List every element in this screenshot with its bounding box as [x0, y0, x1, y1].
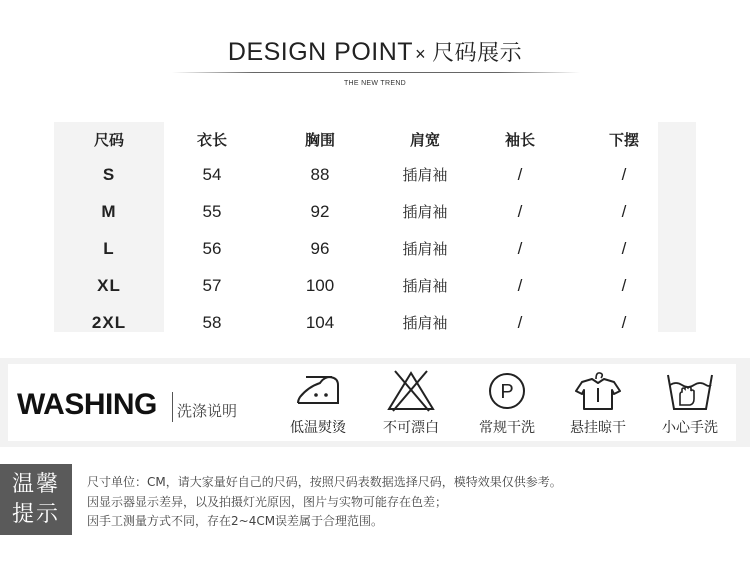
sleeve-cell: / [517, 312, 523, 332]
length-cell: 57 [202, 275, 222, 295]
hem-cell: / [621, 312, 627, 332]
column-header: 下摆 [608, 130, 639, 149]
care-label: 低温熨烫 [290, 420, 346, 436]
hem-cell: / [621, 238, 627, 258]
care-label: 小心手洗 [662, 420, 718, 436]
care-item-bleach [371, 369, 451, 437]
dry-clean-p-icon [479, 369, 535, 413]
sleeve-cell: / [517, 201, 523, 221]
column-header: 袖长 [504, 130, 535, 149]
sleeve-cell: / [517, 275, 523, 295]
care-item-dryclean [467, 369, 547, 437]
size-cell: XL [97, 275, 121, 295]
sleeve-cell: / [517, 164, 523, 184]
column-header: 胸围 [304, 130, 335, 149]
length-cell: 54 [202, 164, 222, 184]
notice-label-line: 温馨 [11, 472, 60, 497]
length-cell: 58 [202, 312, 222, 332]
table-row [54, 304, 696, 341]
notice-text [87, 473, 562, 532]
care-item-iron [278, 369, 358, 437]
column-header: 肩宽 [409, 130, 440, 149]
size-cell: S [102, 164, 116, 184]
hang-dry-icon [570, 369, 626, 413]
hem-cell: / [621, 201, 627, 221]
size-table [54, 122, 696, 341]
chest-cell: 88 [310, 164, 330, 184]
chest-cell: 100 [305, 275, 335, 295]
washing-title: WASHING [17, 388, 157, 421]
care-item-hang [558, 369, 638, 437]
care-label: 悬挂晾干 [570, 420, 626, 436]
length-cell: 56 [202, 238, 222, 258]
sleeve-cell: / [517, 238, 523, 258]
title-separator: × [415, 44, 427, 64]
hem-cell: / [621, 164, 627, 184]
table-row [54, 156, 696, 193]
table-row [54, 230, 696, 267]
shoulder-cell: 插肩袖 [402, 240, 448, 258]
care-item-handwash [650, 369, 730, 437]
page-title [0, 36, 750, 67]
table-row [54, 193, 696, 230]
hem-cell: / [621, 275, 627, 295]
notice-line: 尺寸单位：CM，请大家量好自己的尺码，按照尺码表数据选择尺码，模特效果仅供参考。 [87, 475, 562, 489]
column-header: 衣长 [196, 130, 227, 149]
shoulder-cell: 插肩袖 [402, 166, 448, 184]
notice-label [0, 464, 72, 535]
chest-cell: 96 [310, 238, 330, 258]
svg-text:P: P [500, 381, 514, 403]
notice-label-line: 提示 [11, 502, 60, 527]
table-row [54, 267, 696, 304]
chest-cell: 92 [310, 201, 330, 221]
shoulder-cell: 插肩袖 [402, 203, 448, 221]
washing-divider [172, 392, 173, 422]
care-label: 不可漂白 [383, 420, 439, 436]
notice-line: 因手工测量方式不同，存在2~4CM误差属于合理范围。 [87, 514, 384, 528]
shoulder-cell: 插肩袖 [402, 277, 448, 295]
iron-low-temp-icon [290, 369, 346, 413]
table-header-row [54, 122, 696, 156]
notice-line: 因显示器显示差异，以及拍摄灯光原因，图片与实物可能存在色差； [87, 494, 448, 509]
size-cell: 2XL [91, 312, 127, 332]
page-subtitle: THE NEW TREND [343, 80, 407, 87]
shoulder-cell: 插肩袖 [402, 314, 448, 332]
hand-wash-icon [662, 369, 718, 413]
size-cell: L [103, 238, 115, 258]
size-cell: M [101, 201, 117, 221]
do-not-bleach-icon [383, 369, 439, 413]
title-cn: 尺码展示 [432, 41, 523, 66]
chest-cell: 104 [305, 312, 335, 332]
care-label: 常规干洗 [479, 420, 535, 436]
column-header: 尺码 [93, 130, 124, 149]
length-cell: 55 [202, 201, 222, 221]
title-divider [172, 72, 580, 73]
title-en: DESIGN POINT [227, 38, 414, 66]
washing-subtitle: 洗涤说明 [177, 402, 238, 420]
